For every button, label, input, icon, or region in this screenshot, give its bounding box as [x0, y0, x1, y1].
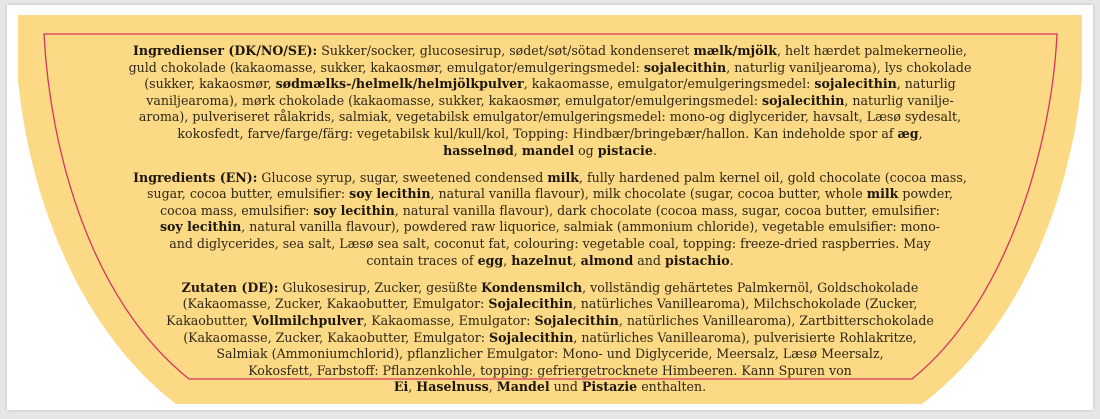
section-de [62, 280, 1038, 396]
allergen-text: sojalecithin [814, 76, 897, 92]
allergen-text: hasselnød [443, 142, 514, 158]
ingredient-text: contain traces of [366, 252, 478, 268]
ingredient-text: Glukosesirup, Zucker, gesüßte [278, 279, 482, 295]
allergen-text: pistacie [597, 142, 653, 158]
allergen-text: Ei [393, 379, 409, 395]
ingredient-text: Kakaobutter, [166, 312, 253, 328]
ingredient-text: Glucose syrup, sugar, sweetened condensed [257, 169, 548, 185]
allergen-text: Ingredienser (DK/NO/SE): [133, 43, 318, 58]
ingredient-text: , [408, 379, 417, 395]
ingredient-text: . [652, 142, 657, 158]
ingredient-text: guld chokolade (kakaomasse, sukker, kakaosmør, emulgator/emulgeringsmedel: [128, 59, 644, 75]
ingredient-text: , [918, 125, 923, 141]
ingredient-text: powder, [898, 186, 953, 202]
text-line [62, 43, 1038, 60]
allergen-text: mandel [521, 142, 575, 158]
allergen-text: mælk/mjölk [693, 43, 778, 58]
text-line [62, 346, 1038, 363]
ingredient-text: , natural vanilla flavour), dark chocolate (cocoa mass, sugar, cocoa butter, emulsifier: [394, 202, 940, 218]
allergen-text: soy lecithin [349, 186, 431, 202]
ingredient-text: , natürliches Vanillearoma), Milchschokolade (Zucker, [572, 296, 918, 312]
ingredient-text: , vollständig gehärtetes Palmkernöl, Goldschokolade [582, 279, 919, 295]
ingredient-text: , fully hardened palm kernel oil, gold chocolate (cocoa mass, [578, 169, 967, 185]
ingredient-text: , natural vanilla flavour), milk chocolate (sugar, cocoa butter, whole [430, 186, 867, 202]
ingredient-text: , naturlig vaniljearoma), lys chokolade [726, 59, 972, 75]
allergen-text: soy lecithin [159, 219, 242, 235]
allergen-text: Sojalecithin [488, 296, 573, 312]
ingredient-text: , Kakaomasse, Emulgator: [363, 312, 535, 328]
ingredient-text: , kakaomasse, emulgator/emulgeringsmedel: [523, 76, 815, 92]
ingredient-text: kokosfedt, farve/farge/färg: vegetabilsk kul/kull/kol, Topping: Hindbær/bringebær/hallon. Kan indeholde spor af [177, 125, 898, 141]
ingredient-text: sugar, cocoa butter, emulsifier: [147, 186, 350, 202]
text-line [62, 379, 1038, 396]
allergen-text: hazelnut [511, 252, 573, 268]
text-line [62, 313, 1038, 330]
ingredient-text: , natural vanilla flavour), powdered raw liquorice, salmiak (ammonium chloride), vegetable emulsifier: mono- [241, 219, 941, 235]
ingredients-text [62, 43, 1038, 406]
ingredient-text: aroma), pulveriseret rålakrids, salmiak, vegetabilsk emulgator/emulgeringsmedel: mono-og diglycerider, havsalt, Læsø sydesalt, [138, 109, 962, 125]
ingredient-text: and diglycerides, sea salt, Læsø sea salt, coconut fat, colouring: vegetable coal, topping: freeze-dried raspberries. May [169, 236, 931, 252]
allergen-text: Haselnuss [416, 379, 489, 395]
ingredient-text: , naturlig vanilje- [844, 92, 954, 108]
ingredient-text: (Kakaomasse, Zucker, Kakaobutter, Emulgator: [182, 296, 489, 312]
allergen-text: æg [897, 125, 919, 141]
allergen-text: pistachio [664, 252, 730, 268]
allergen-text: egg [477, 252, 504, 268]
ingredient-text: , natürliches Vanillearoma), pulverisierte Rohlakritze, [573, 329, 917, 345]
ingredient-text: vaniljearoma), mørk chokolade (kakaomasse, sukker, kakaosmør, emulgator/emulgeringsmedel: [146, 92, 763, 108]
text-line [62, 170, 1038, 187]
text-line [62, 219, 1038, 236]
allergen-text: sojalecithin [762, 92, 845, 108]
allergen-text: almond [580, 252, 634, 268]
text-line [62, 363, 1038, 380]
allergen-text: Pistazie [581, 379, 638, 395]
ingredient-text: , natürliches Vanillearoma), Zartbitterschokolade [618, 312, 934, 328]
ingredient-text: , [513, 142, 522, 158]
ingredient-text: , [488, 379, 497, 395]
allergen-text: milk [547, 169, 579, 185]
text-line [62, 126, 1038, 143]
text-line [62, 186, 1038, 203]
text-line [62, 60, 1038, 77]
ingredient-text: (sukker, kakaosmør, [144, 76, 276, 92]
ingredient-text: und [549, 379, 582, 395]
ingredient-text: og [574, 142, 598, 158]
allergen-text: sødmælks-/helmelk/helmjölkpulver [275, 76, 524, 92]
ingredient-text: , [572, 252, 581, 268]
allergen-text: Sojalecithin [489, 329, 574, 345]
ingredient-text: (Kakaomasse, Zucker, Kakaobutter, Emulgator: [183, 329, 490, 345]
allergen-text: Zutaten (DE): [181, 279, 279, 295]
allergen-text: Sojalecithin [534, 312, 619, 328]
ingredient-text: . [729, 252, 734, 268]
allergen-text: soy lecithin [313, 202, 395, 218]
allergen-text: Ingredients (EN): [133, 169, 258, 185]
text-line [62, 76, 1038, 93]
text-line [62, 203, 1038, 220]
ingredient-text: cocoa mass, emulsifier: [160, 202, 314, 218]
ingredient-text: , naturlig [896, 76, 956, 92]
text-line [62, 296, 1038, 313]
ingredient-text: Sukker/socker, glucosesirup, sødet/søt/sötad kondenseret [317, 43, 694, 58]
ingredient-text: , [503, 252, 512, 268]
ingredient-text: Kokosfett, Farbstoff: Pflanzenkohle, topping: gefriergetrocknete Himbeeren. Kann Spuren von [248, 362, 852, 378]
text-line [62, 280, 1038, 297]
text-line [62, 143, 1038, 160]
ingredient-text: Salmiak (Ammoniumchlorid), pflanzlicher Emulgator: Mono- und Diglyceride, Meersalz, Læsø Meersalz, [216, 346, 884, 362]
allergen-text: sojalecithin [643, 59, 727, 75]
ingredient-text: and [633, 252, 665, 268]
text-line [62, 109, 1038, 126]
allergen-text: milk [866, 186, 899, 202]
allergen-text: Vollmilchpulver [252, 312, 364, 328]
text-line [62, 253, 1038, 270]
allergen-text: Mandel [496, 379, 550, 395]
text-line [62, 330, 1038, 347]
section-dk-no-se [62, 43, 1038, 159]
text-line [62, 93, 1038, 110]
ingredient-text: , helt hærdet palmekerneolie, [777, 43, 967, 58]
ingredient-text: enthalten. [637, 379, 707, 395]
section-en [62, 170, 1038, 270]
allergen-text: Kondensmilch [481, 279, 583, 295]
text-line [62, 236, 1038, 253]
